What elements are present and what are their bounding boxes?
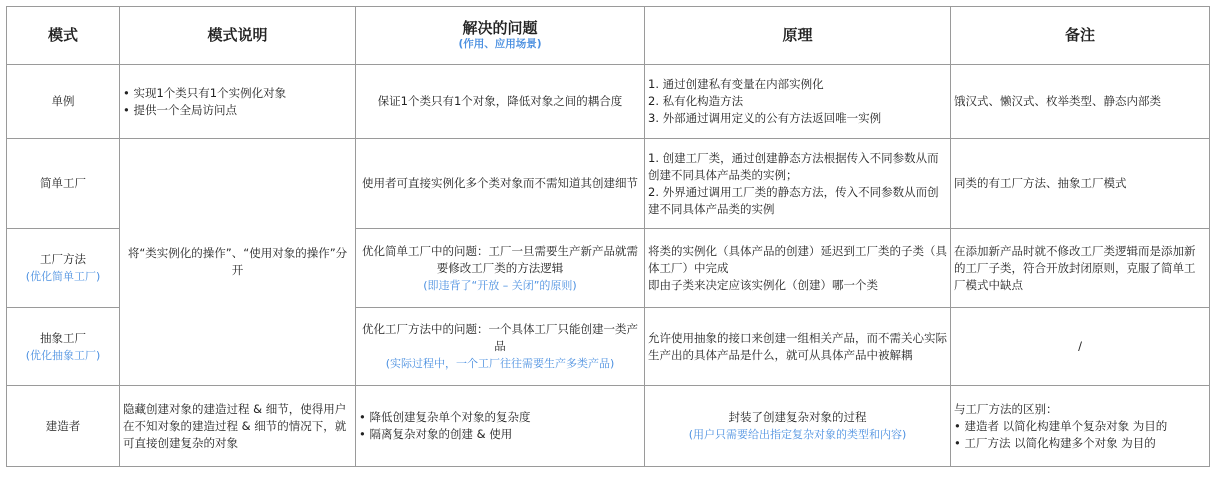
factory-method-principle: [645, 229, 951, 308]
factory-method-name-sub: (优化简单工厂): [25, 270, 101, 283]
factory-shared-desc: 将“类实例化的操作”、“使用对象的操作”分开: [120, 139, 356, 386]
singleton-desc: [120, 65, 356, 139]
singleton-desc-item: • 实现1个类只有1个实例化对象: [123, 85, 352, 102]
design-patterns-table-wrapper: [6, 6, 1209, 472]
builder-principle-sub: (用户只需要给出指定复杂对象的类型和内容): [688, 428, 907, 441]
factory-method-notes: 在添加新产品时就不修改工厂类逻辑而是添加新的工厂子类，符合开放封闭原则，克服了简单工厂模式中缺点: [951, 229, 1210, 308]
builder-notes-item: • 建造者 以简化构建单个复杂对象 为目的: [954, 418, 1206, 435]
factory-method-name-cell: [7, 229, 120, 308]
builder-notes-title: 与工厂方法的区别：: [954, 401, 1058, 416]
builder-principle: 封装了创建复杂对象的过程: [728, 410, 867, 424]
abstract-factory-name-cell: [7, 308, 120, 386]
abstract-factory-problem-sub: (实际过程中，一个工厂往往需要生产多类产品): [385, 357, 615, 370]
simple-factory-principle: [645, 139, 951, 229]
builder-name: 建造者: [7, 386, 120, 467]
table-row-builder: [7, 386, 1210, 467]
simple-factory-name: 简单工厂: [7, 139, 120, 229]
builder-problem-item: • 隔离复杂对象的创建 & 使用: [359, 426, 641, 443]
singleton-notes: 饿汉式、懒汉式、枚举类型、静态内部类: [951, 65, 1210, 139]
singleton-principle-line: 1. 通过创建私有变量在内部实例化: [648, 77, 824, 91]
design-patterns-table: [6, 6, 1210, 467]
abstract-factory-name: 抽象工厂: [40, 330, 86, 345]
singleton-name: 单例: [7, 65, 120, 139]
abstract-factory-name-sub: (优化抽象工厂): [25, 348, 101, 362]
builder-problem-item: • 降低创建复杂单个对象的复杂度: [359, 409, 641, 426]
factory-method-principle-line: 将类的实例化（具体产品的创建）延迟到工厂类的子类（具体工厂）中完成: [648, 243, 947, 275]
header-mode: 模式: [7, 7, 120, 65]
table-row-singleton: [7, 65, 1210, 139]
header-problem-sub: (作用、应用场景): [458, 37, 542, 50]
abstract-factory-principle: 允许使用抽象的接口来创建一组相关产品，而不需关心实际生产出的具体产品是什么，就可从具体产品中被解耦: [645, 308, 951, 386]
abstract-factory-problem: 优化工厂方法中的问题：一个具体工厂只能创建一类产品: [362, 322, 638, 353]
table-row-simple-factory: [7, 139, 1210, 229]
factory-method-problem-cell: [356, 229, 645, 308]
header-problem: [356, 7, 645, 65]
table-header-row: [7, 7, 1210, 65]
header-principle: 原理: [645, 7, 951, 65]
singleton-principle-line: 2. 私有化构造方法: [648, 94, 744, 108]
builder-principle-cell: [645, 386, 951, 467]
singleton-problem: 保证1个类只有1个对象，降低对象之间的耦合度: [356, 65, 645, 139]
header-description: 模式说明: [120, 7, 356, 65]
singleton-desc-item: • 提供一个全局访问点: [123, 102, 352, 119]
builder-desc: 隐藏创建对象的建造过程 & 细节，使得用户在不知对象的建造过程 & 细节的情况下，就可直接创建复杂的对象: [120, 386, 356, 467]
header-notes: 备注: [951, 7, 1210, 65]
builder-notes-item: • 工厂方法 以简化构建多个对象 为目的: [954, 435, 1206, 452]
simple-factory-problem: 使用者可直接实例化多个类对象而不需知道其创建细节: [356, 139, 645, 229]
simple-factory-principle-line: 1. 创建工厂类，通过创建静态方法根据传入不同参数从而创建不同具体产品类的实例；: [648, 150, 939, 182]
singleton-principle-line: 3. 外部通过调用定义的公有方法返回唯一实例: [648, 111, 882, 125]
factory-method-problem-sub: (即违背了“开放 – 关闭”的原则): [423, 278, 577, 292]
builder-problem: [356, 386, 645, 467]
simple-factory-principle-line: 2. 外界通过调用工厂类的静态方法，传入不同参数从而创建不同具体产品类的实例: [648, 184, 939, 216]
simple-factory-notes: 同类的有工厂方法、抽象工厂模式: [951, 139, 1210, 229]
factory-method-problem: 优化简单工厂中的问题：工厂一旦需要生产新产品就需要修改工厂类的方法逻辑: [362, 243, 638, 275]
builder-notes: [951, 386, 1210, 467]
factory-method-principle-line: 即由子类来决定应该实例化（创建）哪一个类: [648, 277, 878, 292]
singleton-principle: [645, 65, 951, 139]
abstract-factory-problem-cell: [356, 308, 645, 386]
header-problem-label: 解决的问题: [462, 18, 538, 37]
abstract-factory-notes: /: [951, 308, 1210, 386]
factory-method-name: 工厂方法: [40, 252, 86, 266]
